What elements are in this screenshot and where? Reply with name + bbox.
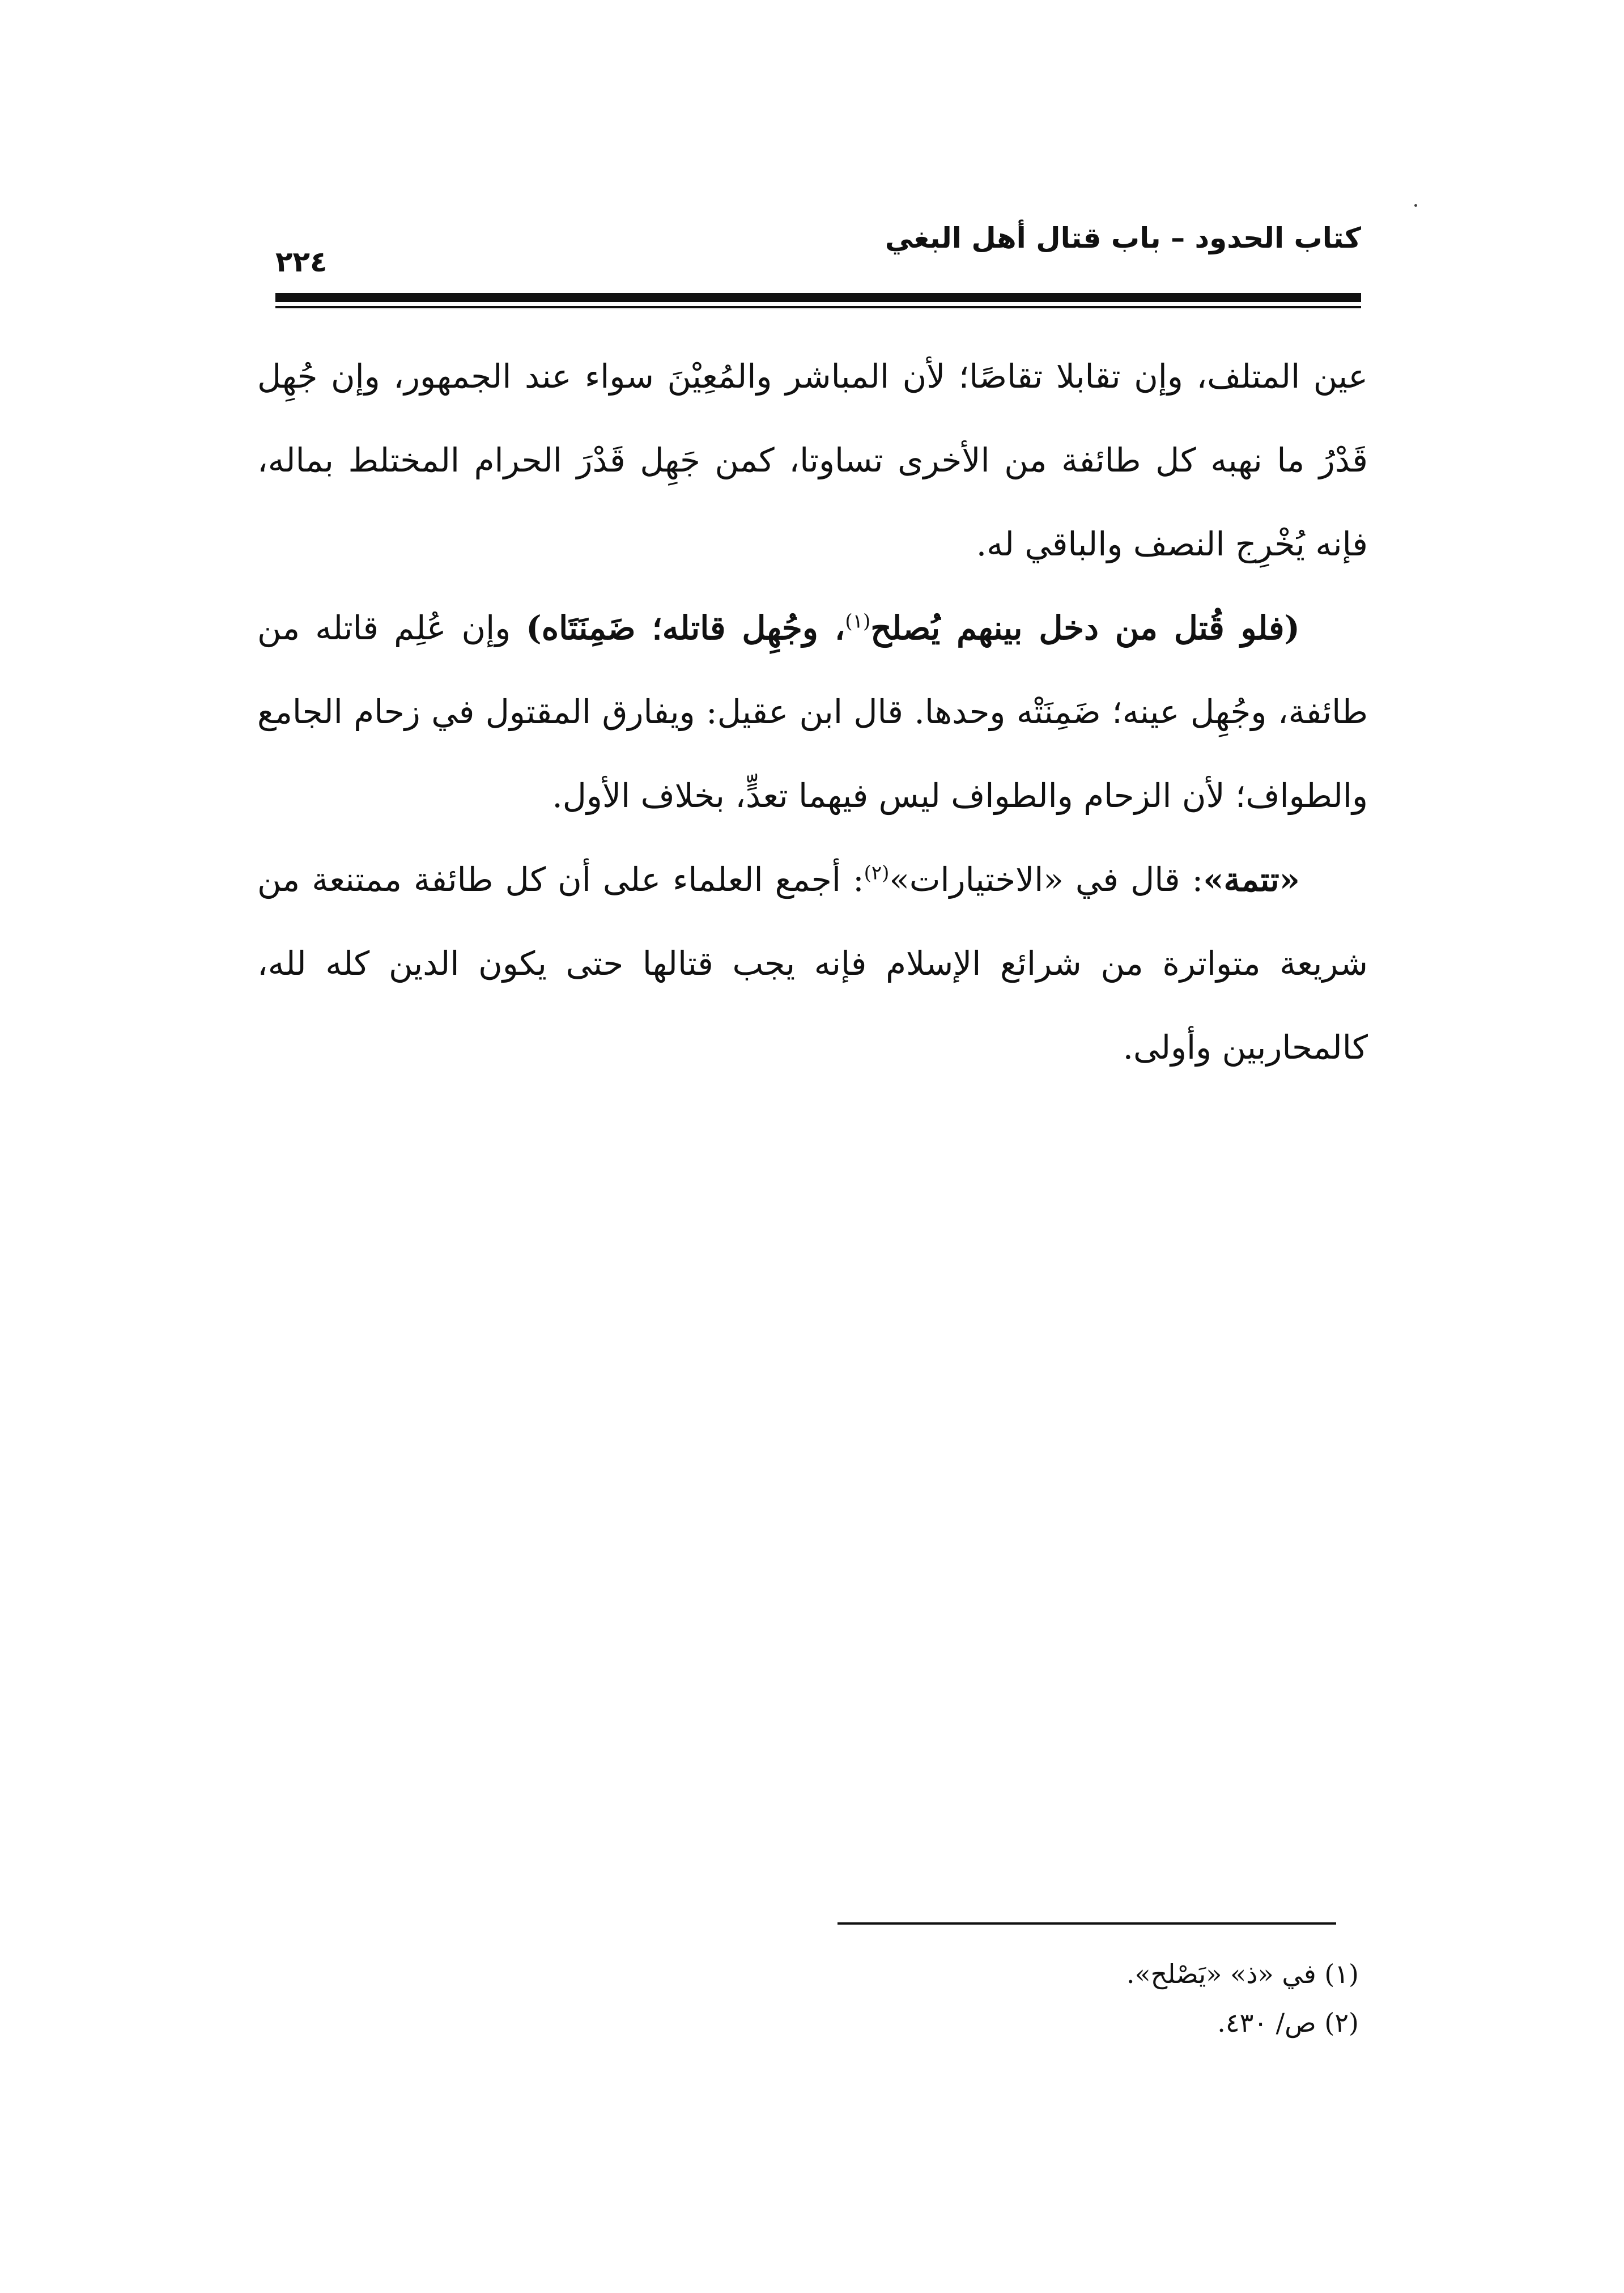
header-rule-thin <box>275 306 1361 308</box>
main-text <box>257 334 1368 1089</box>
footnote-1: (١) في «ذ» «يَصْلح». <box>1126 1959 1359 1989</box>
header-rule-thick <box>275 293 1361 302</box>
conclusion-text: : أجمع العلماء على أن كل طائفة ممتنعة من شريعة متواترة من شرائع الإسلام فإنه يجب قتالها حتى يكون الدين كله لله، كالمحاربين وأولى. <box>257 860 1368 1067</box>
section-label: «تتمة» <box>1203 860 1300 899</box>
paragraph-3 <box>257 838 1368 1089</box>
footnote-ref-1: (١) <box>845 610 871 633</box>
paragraph-2 <box>257 586 1368 838</box>
page-header <box>275 215 1361 278</box>
page-number: ٢٢٤ <box>275 245 328 278</box>
footnote-separator <box>837 1922 1336 1925</box>
citation-text: : قال في «الاختيارات» <box>889 860 1204 899</box>
footnotes <box>837 1950 1359 2047</box>
matn-text-a: (فلو قُتل من دخل بينهم يُصلح <box>870 609 1300 647</box>
commentary-text: وإن عُلِم قاتله من طائفة، وجُهِل عينه؛ ضَمِنَتْه وحدها. قال ابن عقيل: ويفارق المقتول في زحام الجامع والطواف؛ لأن الزحام والطواف ليس فيهما تعدٍّ، بخلاف الأول. <box>257 609 1368 815</box>
scan-speck <box>1414 204 1417 207</box>
footnote-ref-2: (٢) <box>864 861 890 885</box>
footnote-2: (٢) ص/ ٤٣٠. <box>1217 2007 1359 2038</box>
matn-text-b: ، وجُهِل قاتله؛ ضَمِنَتَاه) <box>526 609 845 647</box>
paragraph-1: عين المتلف، وإن تقابلا تقاصًا؛ لأن المباشر والمُعِيْنَ سواء عند الجمهور، وإن جُهِل قَدْرُ ما نهبه كل طائفة من الأخرى تساوتا، كمن جَهِل قَدْرَ الحرام المختلط بماله، فإنه يُخْرِج النصف والباقي له. <box>257 357 1368 563</box>
running-title: كتاب الحدود – باب قتال أهل البغي <box>885 222 1361 254</box>
